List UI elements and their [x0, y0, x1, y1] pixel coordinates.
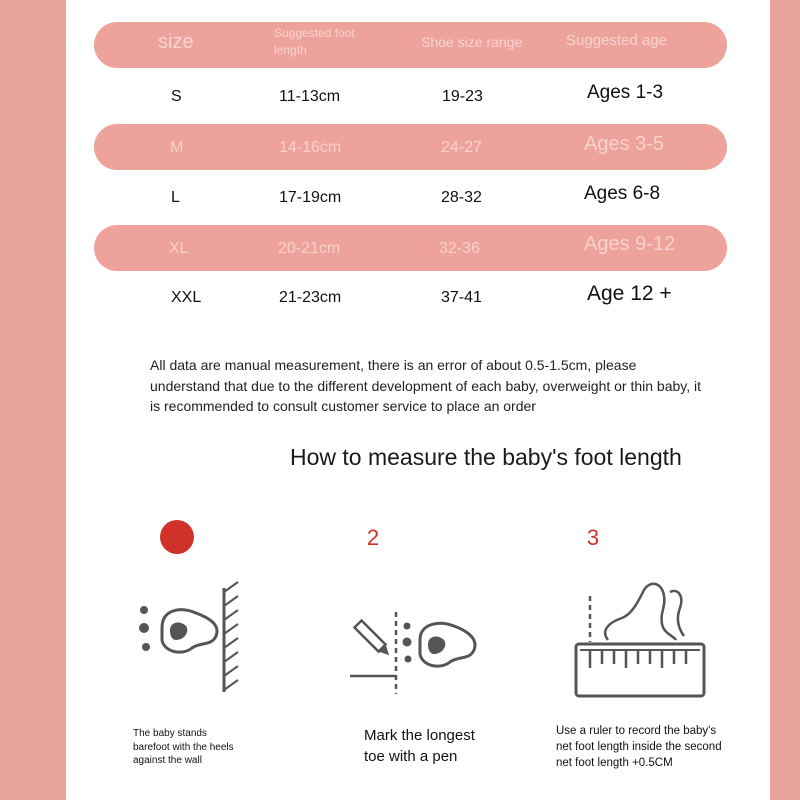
row-xxl-age: Age 12 +	[587, 282, 672, 305]
step-1-caption: The baby stands barefoot with the heels against the wall	[133, 728, 234, 766]
row-m-age: Ages 3-5	[584, 133, 665, 155]
row-m-shoe: 24-27	[441, 139, 482, 156]
step-2-badge: 2	[356, 521, 390, 555]
step-3-badge: 3	[576, 521, 610, 555]
row-l-size: L	[171, 189, 180, 206]
row-xxl-foot: 21-23cm	[279, 289, 342, 306]
row-s-size: S	[171, 88, 182, 105]
step-3-caption: Use a ruler to record the baby's net foot length inside the second net foot length +0.5CM	[556, 725, 722, 769]
row-s-age: Ages 1-3	[587, 82, 664, 103]
row-m-size: M	[170, 139, 184, 156]
row-l-age: Ages 6-8	[584, 183, 661, 204]
step-1-badge	[160, 520, 194, 554]
footprint-wall-icon	[134, 580, 246, 695]
row-m-foot: 14-16cm	[279, 139, 342, 156]
row-l-foot: 17-19cm	[279, 189, 342, 206]
row-xxl-size: XXL	[171, 289, 202, 306]
step-2-caption: Mark the longest toe with a pen	[364, 727, 475, 765]
row-xxl-shoe: 37-41	[441, 289, 482, 306]
row-xl-shoe: 32-36	[439, 240, 480, 257]
header-foot-length: Suggested foot length	[274, 26, 355, 57]
row-s-shoe: 19-23	[442, 88, 483, 105]
pen-mark-icon	[350, 610, 490, 695]
header-shoe-range: Shoe size range	[421, 34, 523, 50]
row-l-shoe: 28-32	[441, 189, 482, 206]
row-xl-age: Ages 9-12	[584, 233, 676, 255]
row-xl-size: XL	[169, 240, 189, 257]
measurement-note: All data are manual measurement, there is an error of about 0.5-1.5cm, please understand that due to the different development of each baby, overweight or thin baby, it is recommended to consult customer service to place an order	[150, 357, 702, 414]
header-age: Suggested age	[566, 32, 667, 49]
row-s-foot: 11-13cm	[279, 88, 341, 105]
how-to-title: How to measure the baby's foot length	[290, 444, 682, 470]
header-size: size	[158, 31, 194, 53]
row-xl-foot: 20-21cm	[278, 240, 341, 257]
ruler-foot-icon	[570, 578, 710, 703]
